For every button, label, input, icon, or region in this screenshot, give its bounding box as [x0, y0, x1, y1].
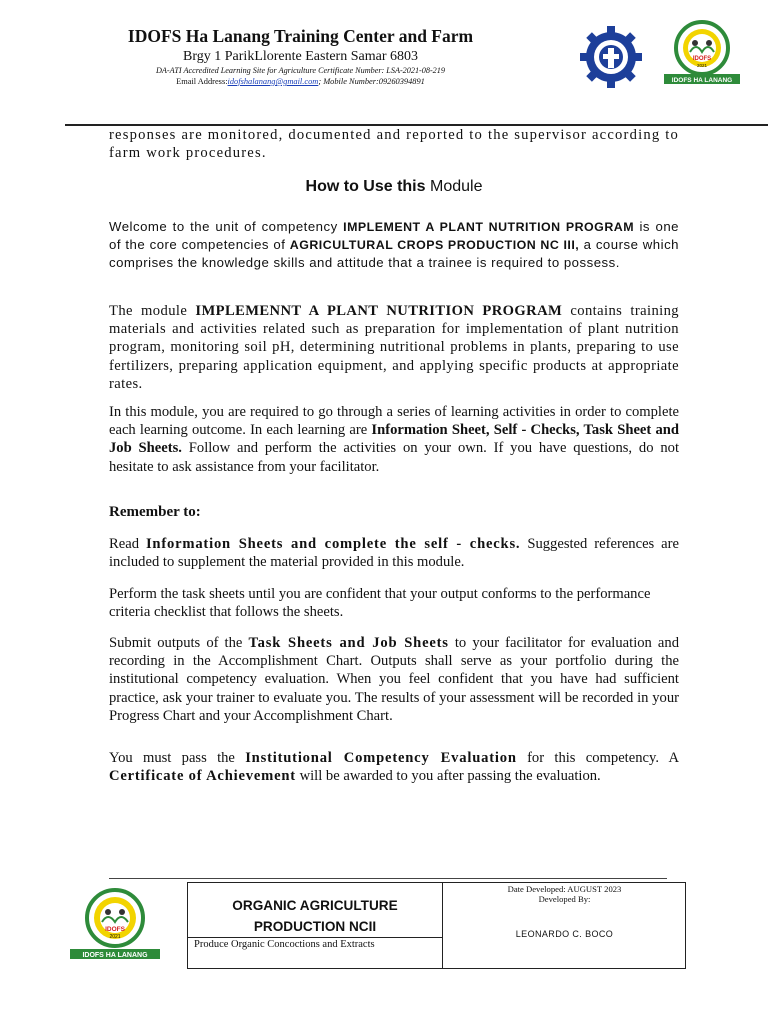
intro-continuation: responses are monitored, documented and reported to the supervisor according to farm work procedures. — [109, 127, 679, 162]
tesda-gear-logo — [578, 24, 644, 90]
footer-info-box — [187, 882, 686, 969]
institution-title: IDOFS Ha Lanang Training Center and Farm — [127, 26, 474, 46]
remember-heading: Remember to: — [109, 504, 201, 520]
mobile-number: ; Mobile Number:09260394891 — [318, 77, 425, 86]
learning-materials: Information Sheet, Self - Checks, Task Sheet and Job Sheets. — [109, 422, 680, 457]
email-label: Email Address: — [176, 77, 228, 86]
footer-divider — [109, 878, 667, 879]
logo-caption: IDOFS HA LANANG — [82, 952, 148, 959]
paragraph-read — [109, 535, 679, 571]
text: to your facilitator for evaluation and recording in the Accomplishment Chart. Outputs shall serve as your portfolio during the institutional competency evaluation. When you feel confident that you have had sufficient practice, ask your trainer to evaluate you. The results of your assessment will be recorded in your Progress Chart and your Accomplishment Chart. — [109, 635, 679, 724]
section-heading — [109, 178, 679, 196]
email-link[interactable]: idofshalanang@gmail.com — [227, 77, 319, 86]
logo-ring-text: IDOFS — [692, 56, 712, 62]
logo-ring-text: IDOFS — [105, 926, 125, 933]
text: a course which comprises the knowledge skills and attitude that a trainee is required to possess. — [109, 237, 679, 271]
bold-phrase: Institutional Competency Evaluation — [245, 750, 517, 766]
course-line-1: ORGANIC AGRICULTURE — [232, 898, 398, 913]
text: In this module, you are required to go through a series of learning activities in order to complete each learning outcome. In each learning are — [109, 404, 679, 439]
course-title — [188, 895, 442, 937]
text: Welcome to the unit of competency — [109, 219, 344, 234]
accreditation-line: DA-ATI Accredited Learning Site for Agriculture Certificate Number: LSA-2021-08-219 — [156, 66, 445, 75]
heading-bold: How to Use this — [305, 178, 426, 195]
paragraph-instructions — [109, 403, 679, 476]
date-developed: Date Developed: AUGUST 2023 — [507, 884, 622, 894]
logo-caption: IDOFS HA LANANG — [671, 77, 733, 84]
institution-address: Brgy 1 ParikLlorente Eastern Samar 6803 — [183, 49, 418, 64]
text: Read — [109, 536, 146, 552]
heading-regular: Module — [429, 178, 483, 195]
paragraph-welcome — [109, 218, 679, 273]
paragraph-evaluation — [109, 749, 679, 785]
text: will be awarded to you after passing the evaluation. — [295, 768, 601, 785]
bold-phrase: Certificate of Achievement — [109, 768, 296, 785]
text: Submit outputs of the — [109, 635, 249, 651]
course-line-2: PRODUCTION NCII — [253, 919, 377, 934]
idofs-logo-bottom — [68, 888, 162, 960]
developer-name: LEONARDO C. BOCO — [515, 929, 614, 939]
developed-by-label: Developed By: — [538, 894, 591, 904]
idofs-logo-top — [660, 20, 744, 86]
text: The module — [109, 303, 196, 319]
text: Follow and perform the activities on your own. If you have questions, do not hesitate to ask assistance from your facilitator. — [109, 440, 680, 475]
development-info — [442, 884, 687, 904]
text: You must pass the — [109, 750, 246, 766]
course-subtitle: Produce Organic Concoctions and Extracts — [194, 939, 375, 950]
module-title: IMPLEMENNT A PLANT NUTRITION PROGRAM — [195, 303, 563, 319]
logo-year: 2021 — [696, 63, 708, 68]
text: Suggested references are included to supplement the material provided in this module. — [109, 536, 679, 571]
text: is one of the core competencies of — [109, 219, 679, 253]
qualification-name: AGRICULTURAL CROPS PRODUCTION NC III, — [289, 238, 580, 253]
paragraph-perform: Perform the task sheets until you are confident that your output conforms to the performance criteria checklist that follows the sheets. — [109, 586, 651, 621]
bold-phrase: Task Sheets and Job Sheets — [248, 635, 449, 651]
footer-box-rule — [188, 937, 442, 938]
bold-phrase: Information Sheets and complete the self - checks. — [145, 536, 521, 552]
paragraph-submit — [109, 634, 679, 725]
text: for this competency. A — [516, 750, 680, 766]
paragraph-module — [109, 302, 679, 393]
text: contains training materials and activities related such as preparation for implementation of plant nutrition program, monitoring soil pH, determining nutritional problems in plants, preparing to use fertilizers, preparing application equipment, and applying specific products at appropriate rates. — [109, 303, 679, 392]
contact-line — [108, 77, 493, 86]
unit-of-competency: IMPLEMENT A PLANT NUTRITION PROGRAM — [343, 220, 635, 234]
logo-year: 2021 — [109, 934, 121, 940]
